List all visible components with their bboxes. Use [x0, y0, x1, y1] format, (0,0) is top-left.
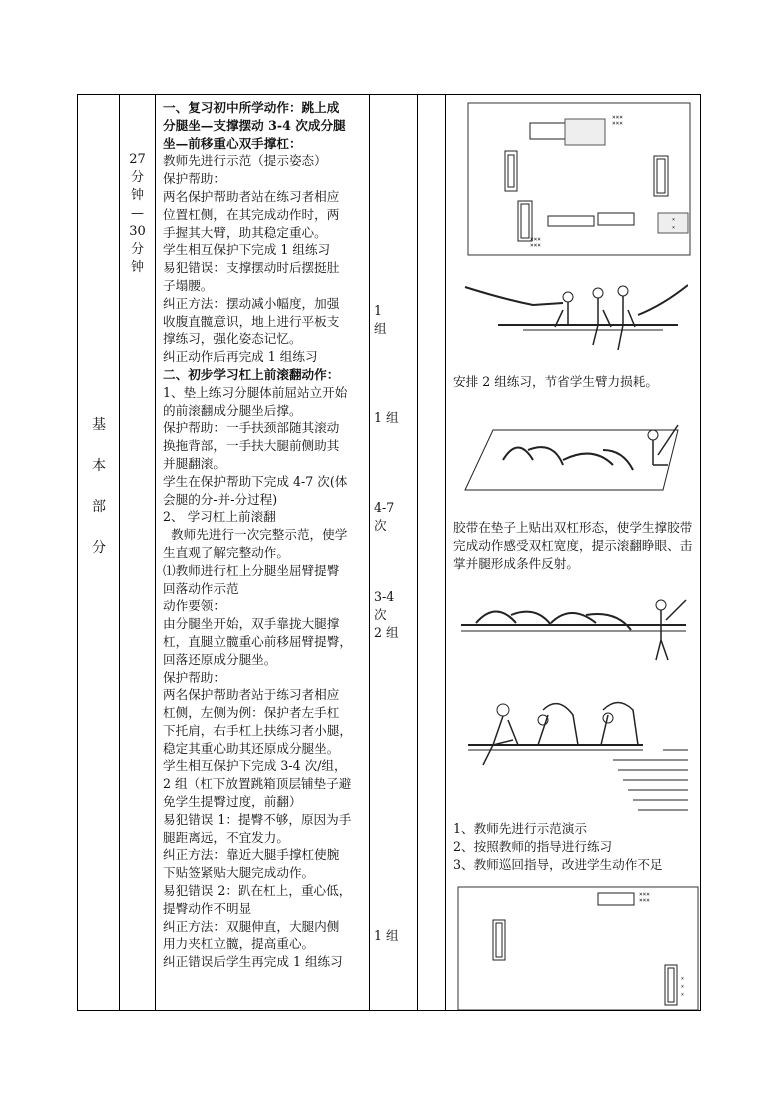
svg-text:×: × — [681, 984, 685, 990]
content-line: 教师先进行一次完整示范，使学 — [163, 527, 348, 543]
column-divider — [417, 95, 418, 1010]
count-line: 1 组 — [374, 410, 399, 425]
column-divider — [369, 95, 370, 1010]
content-line: 杠，直腿立髋重心前移屈臂提臀， — [163, 633, 352, 649]
count-line: 次 — [374, 606, 387, 622]
content-line: 保护帮助：一手扶颈部随其滚动 — [163, 420, 340, 436]
svg-text:×××: ××× — [612, 120, 623, 127]
count-line: 3-4 — [374, 589, 395, 604]
count-line: 次 — [374, 517, 387, 533]
svg-text:×: × — [672, 217, 676, 223]
content-line: 杠侧，左侧为例：保护者左手杠 — [163, 705, 340, 721]
content-line: 一、复习初中所学动作：跳上成 — [163, 100, 340, 115]
content-line: 1、垫上练习分腿体前屈站立开始 — [163, 384, 348, 400]
content-line: 易犯错误：支撑摆动时后摆挺肚 — [163, 260, 340, 276]
svg-text:×××: ××× — [639, 891, 650, 898]
content-line: 稳定其重心助其还原成分腿坐。 — [163, 740, 340, 756]
content-line: 的前滚翻成分腿坐后撑。 — [163, 402, 302, 418]
lesson-table — [77, 94, 701, 1011]
time-line: 分 — [130, 242, 144, 257]
time-line: — — [131, 206, 144, 221]
content-line: 位置杠侧，在其完成动作时，两 — [163, 206, 340, 222]
gym-layout-diagram — [440, 101, 698, 261]
content-line: 收腹直髋意识，地上进行平板支 — [163, 313, 340, 329]
content-line: 纠正动作后再完成 1 组练习 — [163, 349, 318, 365]
time-line: 分 — [130, 170, 144, 185]
svg-text:×××: ××× — [639, 897, 650, 904]
hip-lift-figure — [463, 690, 688, 820]
svg-text:×××: ××× — [530, 236, 541, 243]
content-line: ⑴教师进行杠上分腿坐屈臂提臀 — [163, 562, 340, 578]
content-line: 纠正方法：摆动减小幅度，加强 — [163, 295, 340, 311]
svg-text:×: × — [681, 976, 685, 982]
content-line: 2、 学习杠上前滚翻 — [163, 509, 276, 525]
time-label — [120, 151, 155, 277]
time-line: 30 — [129, 224, 146, 239]
content-line: 下贴签紧贴大腿完成动作。 — [163, 865, 315, 881]
section-char: 部 — [92, 499, 106, 515]
bar-roll-figure — [456, 595, 691, 665]
note-step: 3、教师巡回指导，改进学生动作不足 — [453, 857, 663, 872]
content-line: 撑练习，强化姿态记忆。 — [163, 331, 302, 347]
count-line: 2 组 — [374, 624, 399, 640]
svg-text:×××: ××× — [530, 242, 541, 249]
content-line: 易犯错误 1：提臀不够，原因为手 — [163, 811, 352, 827]
content-line: 动作要领： — [163, 598, 226, 614]
content-line: 纠正方法：双腿伸直，大腿内侧 — [163, 918, 340, 934]
content-line: 纠正错误后学生再完成 1 组练习 — [163, 954, 343, 970]
content-line: 保护帮助： — [163, 669, 226, 685]
count-cell — [374, 927, 399, 945]
note-step: 2、按照教师的指导进行练习 — [453, 839, 613, 854]
time-line: 27 — [129, 152, 146, 167]
gym-layout-diagram-2 — [453, 885, 703, 1010]
section-label — [80, 405, 118, 569]
content-line: 由分腿坐开始，双手靠拢大腿撑 — [163, 616, 340, 632]
content-line: 纠正方法：靠近大腿手撑杠使腕 — [163, 847, 340, 863]
time-line: 钟 — [130, 188, 144, 203]
teaching-content — [163, 99, 368, 971]
swing-support-figure — [463, 275, 688, 360]
note-arrange: 安排 2 组练习，节省学生臂力损耗。 — [453, 374, 658, 389]
content-line: 易犯错误 2：趴在杠上，重心低， — [163, 883, 352, 899]
count-line: 4-7 — [374, 500, 395, 515]
content-line: 学生相互保护下完成 3-4 次/组， — [163, 758, 347, 774]
content-line: 两名保护帮助者站在练习者相应 — [163, 188, 340, 204]
content-line: 二、初步学习杠上前滚翻动作： — [163, 366, 340, 382]
time-line: 钟 — [130, 260, 144, 275]
section-char: 分 — [92, 540, 106, 556]
content-line: 学生在保护帮助下完成 4-7 次(体 — [163, 473, 348, 489]
svg-text:×××: ××× — [612, 114, 623, 121]
content-line: 并腿翻滚。 — [163, 455, 226, 471]
count-line: 1 组 — [374, 928, 399, 943]
content-line: 提臀动作不明显 — [163, 900, 252, 916]
content-line: 教师先进行示范（提示姿态） — [163, 153, 327, 169]
section-char: 本 — [92, 458, 106, 474]
content-line: 2 组（杠下放置跳箱顶层铺垫子避 — [163, 776, 352, 792]
column-divider — [155, 95, 156, 1010]
svg-text:×: × — [672, 225, 676, 231]
content-line: 下托肩，右手杠上扶练习者小腿， — [163, 722, 352, 738]
count-cell — [374, 302, 387, 338]
count-line: 1 — [374, 303, 383, 318]
count-cell — [374, 409, 399, 427]
content-line: 保护帮助： — [163, 171, 226, 187]
content-line: 回落还原成分腿坐。 — [163, 651, 277, 667]
content-line: 免学生提臀过度，前翻） — [163, 794, 302, 810]
content-line: 生直观了解完整动作。 — [163, 544, 289, 560]
content-line: 两名保护帮助者站于练习者相应 — [163, 687, 340, 703]
content-line: 腿距离远，不宜发力。 — [163, 829, 289, 845]
mat-forward-roll-figure — [463, 420, 688, 495]
note-step: 1、教师先进行示范演示 — [453, 821, 587, 836]
content-line: 学生相互保护下完成 1 组练习 — [163, 242, 331, 258]
content-line: 子塌腰。 — [163, 277, 214, 293]
content-line: 分腿坐—支撑摆动 3-4 次成分腿 — [163, 117, 346, 133]
content-line: 坐—前移重心双手撑杠： — [163, 135, 302, 151]
content-line: 会腿的分-并-分过程) — [163, 491, 278, 507]
note-steps — [453, 820, 698, 874]
content-line: 换拖背部，一手扶大腿前侧助其 — [163, 438, 340, 454]
content-line: 回落动作示范 — [163, 580, 239, 596]
count-line: 组 — [374, 320, 387, 336]
content-line: 用力夹杠立髋，提高重心。 — [163, 936, 315, 952]
count-cell — [374, 588, 399, 641]
section-char: 基 — [92, 417, 106, 433]
note-tape: 胶带在垫子上贴出双杠形态，使学生撑胶带完成动作感受双杠宽度，提示滚翻睁眼、击掌并腿形成条件反射。 — [453, 520, 693, 571]
svg-text:×: × — [681, 992, 685, 998]
count-cell — [374, 499, 394, 535]
content-line: 手握其大臂，助其稳定重心。 — [163, 224, 327, 240]
